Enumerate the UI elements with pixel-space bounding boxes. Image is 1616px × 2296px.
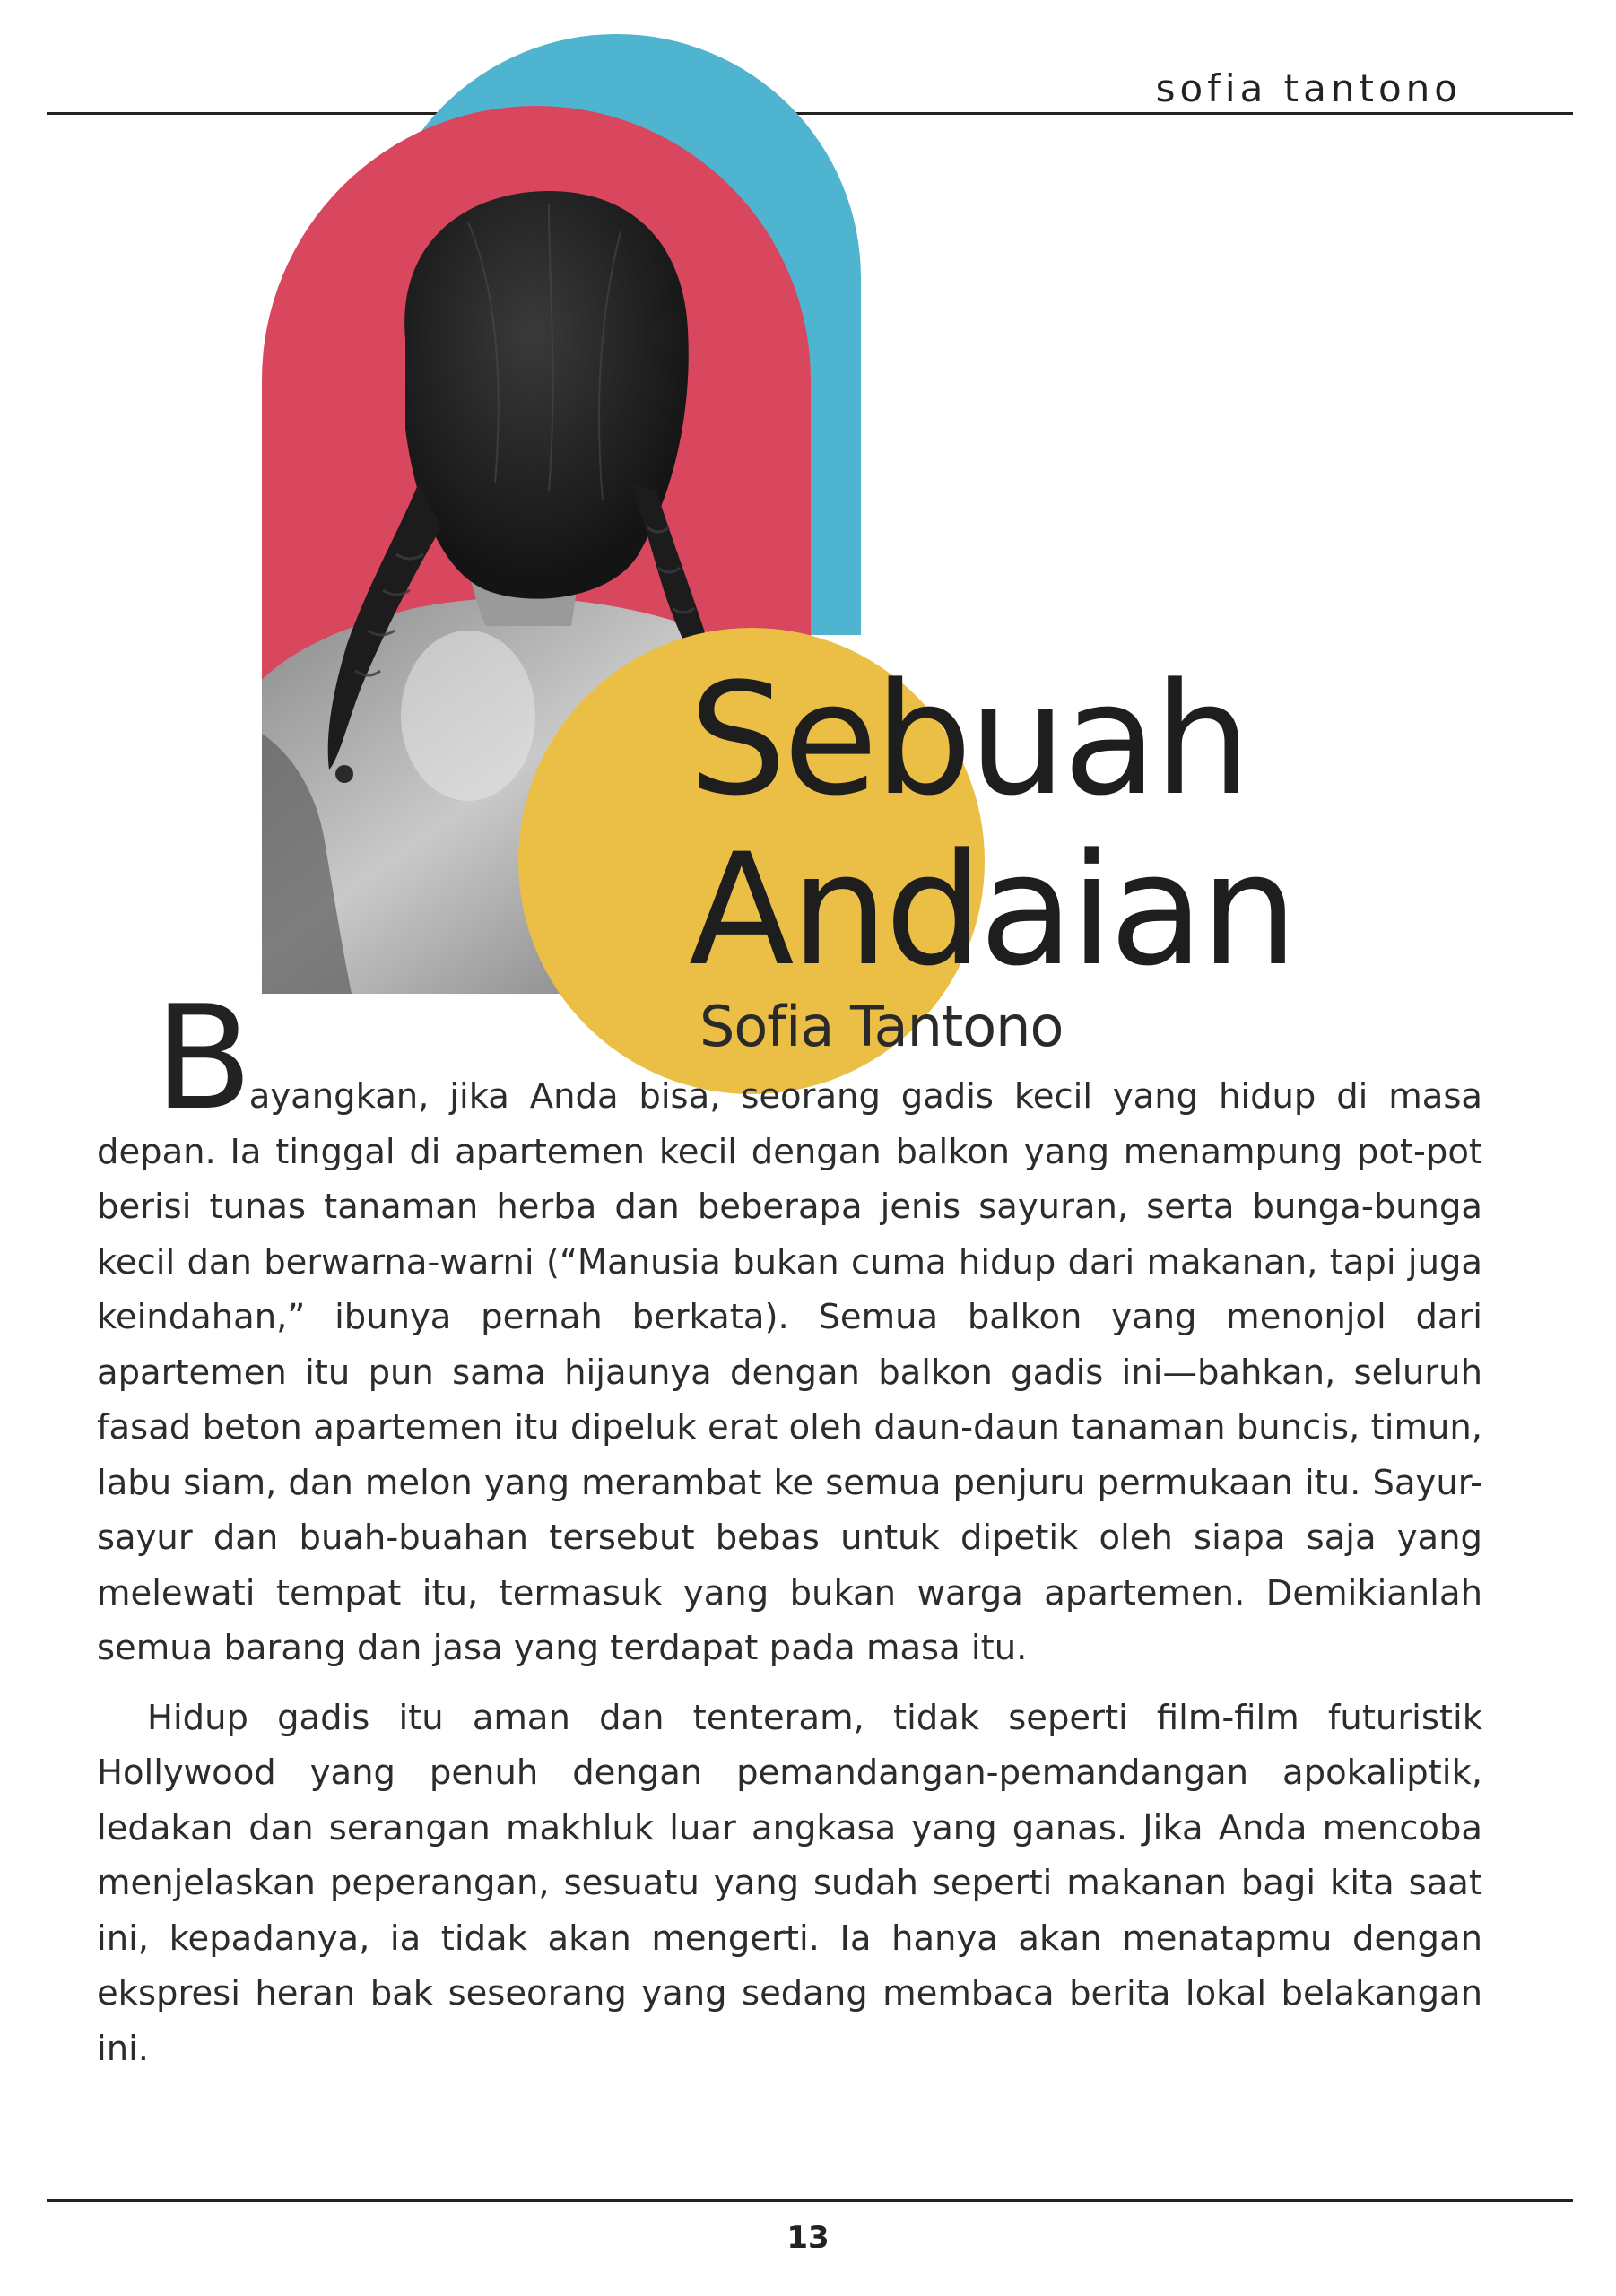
- page-number: 13: [786, 2220, 830, 2256]
- article-title: [689, 649, 1295, 1000]
- running-head: sofia tantono: [1155, 66, 1462, 110]
- paragraph-1-text: ayangkan, jika Anda bisa, seorang gadis kecil yang hidup di masa depan. Ia tinggal di apartemen kecil dengan balkon yang menampung pot-pot berisi tunas tanaman herba dan beberapa jenis sayuran, serta bunga-bunga kecil dan berwarna-warni (“Manusia bukan cuma hidup dari makanan, tapi juga keindahan,” ibunya pernah berkata). Semua balkon yang menonjol dari apartemen itu pun sama hijaunya dengan balkon gadis ini—bahkan, seluruh fasad beton apartemen itu dipeluk erat oleh daun-daun tanaman buncis, timun, labu siam, dan melon yang merambat ke semua penjuru permukaan itu. Sayur-sayur dan buah-buahan tersebut bebas untuk dipetik oleh siapa saja yang melewati tempat itu, termasuk yang bukan warga apartemen. Demikianlah semua barang dan jasa yang terdapat pada masa itu.: [97, 1076, 1482, 1668]
- paragraph-2: Hidup gadis itu aman dan tenteram, tidak seperti film-film futuristik Hollywood yang penuh dengan pemandangan-pemandangan apokaliptik, ledakan dan serangan makhluk luar angkasa yang ganas. Jika Anda mencoba menjelaskan peperangan, sesuatu yang sudah seperti makanan bagi kita saat ini, kepadanya, ia tidak akan mengerti. Ia hanya akan menatapmu dengan ekspresi heran bak seseorang yang sedang membaca berita lokal belakangan ini.: [97, 1697, 1482, 2069]
- footer-rule: [47, 2199, 1573, 2202]
- article-author: Sofia Tantono: [699, 994, 1064, 1059]
- drop-cap: B: [154, 974, 249, 1142]
- title-line-2: Andaian: [689, 820, 1295, 1000]
- title-line-1: Sebuah: [689, 649, 1248, 830]
